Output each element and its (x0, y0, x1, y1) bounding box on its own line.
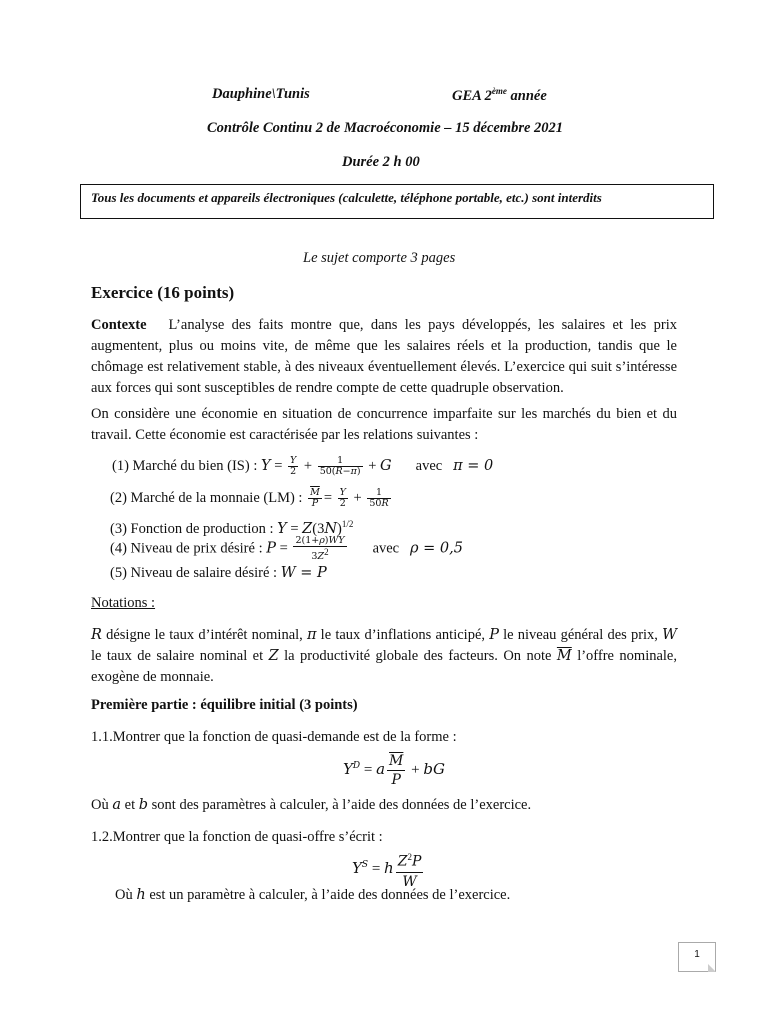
part1-title: Première partie : équilibre initial (3 points) (91, 697, 358, 713)
question-1-1-note: Où a et b sont des paramètres à calculer, à l’aide des données de l’exercice. (91, 797, 532, 813)
page-number: 1 (694, 949, 700, 960)
exam-title: Contrôle Continu 2 de Macroéconomie – 15 décembre 2021 (207, 120, 564, 136)
question-1-2: 1.2.Montrer que la fonction de quasi-offre s’écrit : (91, 829, 383, 845)
context-paragraph: Contexte L’analyse des faits montre que, dans les pays développés, les salaires et les prix augmentent, plus ou moins vite, de même que les salaires réels et la production, tandis que le chômage est relativement stable, à des niveaux éventuellement élevés. L’exercice qui suit s’intéresse aux forces qui sont susceptibles de rendre compte de cette quadruple observation. (91, 317, 677, 396)
notice-box (80, 184, 714, 219)
intro-paragraph: On considère une économie en situation de concurrence imparfaite sur les marchés du bien et du travail. Cette économie est caractérisée par les relations suivantes : (91, 406, 677, 443)
question-1-2-note: Où h est un paramètre à calculer, à l’aide des données de l’exercice. (115, 887, 511, 903)
relation-wage: (5) Niveau de salaire désiré : W = P (110, 565, 327, 581)
notations-paragraph: R désigne le taux d’intérêt nominal, π le taux d’inflations anticipé, P le niveau général des prix, W le taux de salaire nominal et Z la productivité globale des facteurs. On note $\overline{M}$ l’offre nominale, exogène de monnaie. (91, 627, 678, 685)
exam-duration: Durée 2 h 00 (342, 154, 420, 170)
quasi-supply-formula: $Y^S = h$ $\frac{Z^2P}{W}$ (352, 852, 422, 890)
notations-title: Notations : (91, 595, 156, 611)
exercise-title: Exercice (16 points) (91, 283, 235, 302)
school-name: Dauphine\Tunis (212, 86, 310, 102)
pages-note: Le sujet comporte 3 pages (303, 250, 456, 266)
relation-price: (4) Niveau de prix désiré : P = $\frac{2(1+\rho)WY}{3Z^2}$ avec ρ = 0,5 (110, 535, 463, 563)
question-1-1: 1.1.Montrer que la fonction de quasi-demande est de la forme : (91, 729, 457, 745)
page-fold-icon (708, 964, 716, 972)
notice-text: Tous les documents et appareils électroniques (calculette, téléphone portable, etc.) sont interdits (91, 190, 602, 205)
relation-lm: (2) Marché de la monnaie (LM) : $\frac{\overline{M}}{P}$ = $\frac{Y}{2}$ + $\frac{1}{50R}$ (110, 487, 389, 510)
relation-production: (3) Fonction de production : $Y = Z(3N)^{1/2}$ (110, 519, 354, 537)
quasi-demand-formula: $Y^D = a$ $\frac{\overline{M}}{P}$ + bG (343, 753, 445, 788)
class-level: GEA 2ème année (452, 86, 547, 104)
relation-is: (1) Marché du bien (IS) : Y = $\frac{Y}{2}$ + $\frac{1}{50(R-\pi)}$ + G avec π = 0 (112, 455, 494, 478)
page-number-box (678, 942, 716, 972)
